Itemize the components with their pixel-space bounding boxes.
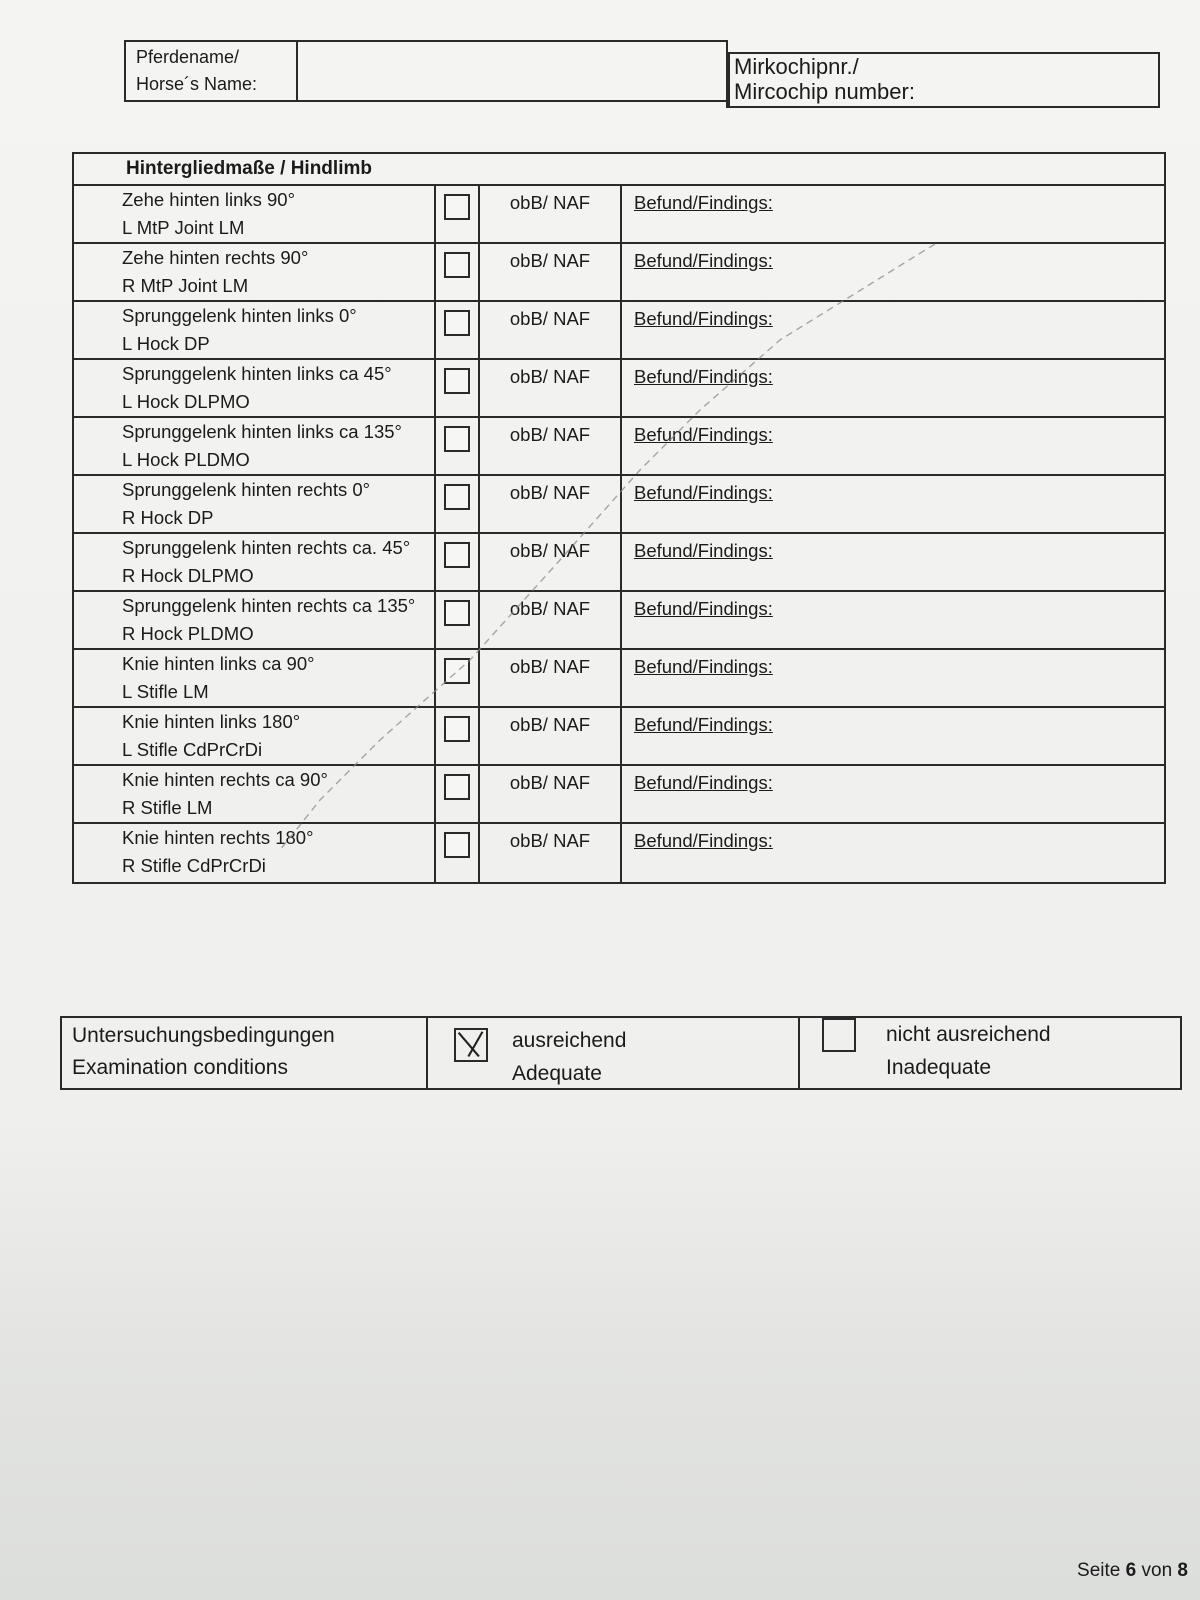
hindlimb-row xyxy=(74,766,1164,824)
view-label-en: R Hock PLDMO xyxy=(122,623,254,644)
view-label-en: R Hock DLPMO xyxy=(122,565,254,586)
microchip-label xyxy=(728,54,1158,106)
view-label-de: Zehe hinten links 90° xyxy=(122,189,295,210)
hindlimb-row xyxy=(74,708,1164,766)
view-label xyxy=(74,766,436,822)
examination-conditions xyxy=(60,1016,1182,1090)
naf-checkbox[interactable] xyxy=(444,426,470,452)
view-label-de: Zehe hinten rechts 90° xyxy=(122,247,309,268)
view-label-de: Sprunggelenk hinten rechts 0° xyxy=(122,479,371,500)
view-label-en: L Hock PLDMO xyxy=(122,449,250,470)
findings-cell[interactable] xyxy=(622,418,1164,474)
naf-label: obB/ NAF xyxy=(480,766,622,822)
findings-cell[interactable] xyxy=(622,708,1164,764)
inadequate-label xyxy=(856,1018,1051,1088)
findings-label: Befund/Findings: xyxy=(634,482,773,503)
view-label xyxy=(74,534,436,590)
inadequate-label-en: Inadequate xyxy=(886,1056,992,1079)
hindlimb-row xyxy=(74,418,1164,476)
findings-cell[interactable] xyxy=(622,244,1164,300)
findings-cell[interactable] xyxy=(622,592,1164,648)
check-cell xyxy=(436,592,480,648)
check-cell xyxy=(436,766,480,822)
page-current: 6 xyxy=(1125,1560,1137,1581)
hindlimb-row xyxy=(74,534,1164,592)
horse-name-label-en: Horse´s Name: xyxy=(136,74,258,94)
naf-checkbox[interactable] xyxy=(444,832,470,858)
view-label-de: Sprunggelenk hinten rechts ca. 45° xyxy=(122,537,411,558)
naf-checkbox[interactable] xyxy=(444,194,470,220)
view-label-de: Knie hinten rechts ca 90° xyxy=(122,769,328,790)
view-label-en: R Stifle LM xyxy=(122,797,213,818)
findings-label: Befund/Findings: xyxy=(634,424,773,445)
naf-checkbox[interactable] xyxy=(444,310,470,336)
findings-cell[interactable] xyxy=(622,824,1164,882)
naf-label: obB/ NAF xyxy=(480,824,622,882)
view-label xyxy=(74,650,436,706)
view-label-de: Knie hinten links 180° xyxy=(122,711,301,732)
view-label-de: Knie hinten rechts 180° xyxy=(122,827,314,848)
hindlimb-row xyxy=(74,360,1164,418)
check-cell xyxy=(436,418,480,474)
horse-name-label xyxy=(126,42,298,100)
findings-label: Befund/Findings: xyxy=(634,598,773,619)
view-label xyxy=(74,592,436,648)
view-label-en: L MtP Joint LM xyxy=(122,217,245,238)
view-label xyxy=(74,302,436,358)
naf-checkbox[interactable] xyxy=(444,252,470,278)
findings-label: Befund/Findings: xyxy=(634,714,773,735)
microchip-label-de: Mirkochipnr./ xyxy=(734,54,859,79)
hindlimb-row xyxy=(74,824,1164,882)
check-cell xyxy=(436,360,480,416)
check-cell xyxy=(436,708,480,764)
findings-label: Befund/Findings: xyxy=(634,192,773,213)
view-label-en: L Hock DP xyxy=(122,333,210,354)
adequate-label-en: Adequate xyxy=(512,1062,602,1085)
findings-cell[interactable] xyxy=(622,476,1164,532)
naf-checkbox[interactable] xyxy=(444,600,470,626)
findings-label: Befund/Findings: xyxy=(634,830,773,851)
check-cell xyxy=(436,302,480,358)
view-label-en: L Hock DLPMO xyxy=(122,391,250,412)
check-cell xyxy=(436,476,480,532)
page-total: 8 xyxy=(1177,1560,1188,1581)
findings-cell[interactable] xyxy=(622,186,1164,242)
adequate-label-de: ausreichend xyxy=(512,1029,627,1052)
view-label-en: L Stifle CdPrCrDi xyxy=(122,739,263,760)
findings-cell[interactable] xyxy=(622,302,1164,358)
naf-label: obB/ NAF xyxy=(480,534,622,590)
naf-checkbox[interactable] xyxy=(444,368,470,394)
view-label xyxy=(74,186,436,242)
inadequate-checkbox[interactable] xyxy=(822,1018,856,1052)
conditions-label-en: Examination conditions xyxy=(72,1056,288,1079)
findings-label: Befund/Findings: xyxy=(634,308,773,329)
naf-checkbox[interactable] xyxy=(444,542,470,568)
horse-name-field xyxy=(124,40,728,102)
page-number xyxy=(1077,1560,1188,1582)
horse-name-label-de: Pferdename/ xyxy=(136,47,240,67)
check-cell xyxy=(436,824,480,882)
findings-cell[interactable] xyxy=(622,766,1164,822)
naf-label: obB/ NAF xyxy=(480,476,622,532)
view-label-en: R MtP Joint LM xyxy=(122,275,249,296)
check-cell xyxy=(436,534,480,590)
view-label-de: Sprunggelenk hinten links ca 135° xyxy=(122,421,402,442)
hindlimb-row xyxy=(74,476,1164,534)
microchip-field xyxy=(726,52,1160,108)
conditions-label-de: Untersuchungsbedingungen xyxy=(72,1024,335,1047)
view-label-en: R Stifle CdPrCrDi xyxy=(122,855,266,876)
findings-label: Befund/Findings: xyxy=(634,250,773,271)
checked-x-icon xyxy=(456,1030,486,1060)
page-prefix: Seite xyxy=(1077,1560,1126,1581)
findings-cell[interactable] xyxy=(622,650,1164,706)
microchip-label-en: Mircochip number: xyxy=(734,79,915,104)
check-cell xyxy=(436,186,480,242)
page-middle: von xyxy=(1136,1560,1178,1581)
naf-checkbox[interactable] xyxy=(444,658,470,684)
naf-label: obB/ NAF xyxy=(480,302,622,358)
findings-cell[interactable] xyxy=(622,360,1164,416)
option-adequate xyxy=(428,1018,800,1088)
hindlimb-row xyxy=(74,302,1164,360)
view-label-de: Sprunggelenk hinten links 0° xyxy=(122,305,357,326)
naf-label: obB/ NAF xyxy=(480,592,622,648)
findings-cell[interactable] xyxy=(622,534,1164,590)
findings-label: Befund/Findings: xyxy=(634,772,773,793)
findings-label: Befund/Findings: xyxy=(634,540,773,561)
adequate-checkbox[interactable] xyxy=(454,1028,488,1062)
view-label xyxy=(74,708,436,764)
hindlimb-row xyxy=(74,592,1164,650)
findings-label: Befund/Findings: xyxy=(634,656,773,677)
naf-checkbox[interactable] xyxy=(444,484,470,510)
horse-name-input[interactable] xyxy=(298,42,726,100)
view-label xyxy=(74,244,436,300)
view-label-de: Knie hinten links ca 90° xyxy=(122,653,315,674)
hindlimb-row xyxy=(74,244,1164,302)
naf-label: obB/ NAF xyxy=(480,708,622,764)
naf-label: obB/ NAF xyxy=(480,418,622,474)
hindlimb-title: Hintergliedmaße / Hindlimb xyxy=(74,154,1164,186)
view-label-de: Sprunggelenk hinten links ca 45° xyxy=(122,363,392,384)
view-label-de: Sprunggelenk hinten rechts ca 135° xyxy=(122,595,416,616)
adequate-label xyxy=(488,1024,626,1088)
conditions-label xyxy=(62,1018,428,1088)
hindlimb-row xyxy=(74,186,1164,244)
check-cell xyxy=(436,650,480,706)
naf-label: obB/ NAF xyxy=(480,650,622,706)
view-label xyxy=(74,360,436,416)
inadequate-label-de: nicht ausreichend xyxy=(886,1023,1051,1046)
hindlimb-table xyxy=(72,152,1166,884)
naf-label: obB/ NAF xyxy=(480,186,622,242)
naf-checkbox[interactable] xyxy=(444,716,470,742)
hindlimb-row xyxy=(74,650,1164,708)
naf-checkbox[interactable] xyxy=(444,774,470,800)
naf-label: obB/ NAF xyxy=(480,244,622,300)
view-label xyxy=(74,824,436,882)
check-cell xyxy=(436,244,480,300)
view-label-en: R Hock DP xyxy=(122,507,214,528)
view-label xyxy=(74,476,436,532)
view-label xyxy=(74,418,436,474)
view-label-en: L Stifle LM xyxy=(122,681,209,702)
findings-label: Befund/Findings: xyxy=(634,366,773,387)
option-inadequate xyxy=(800,1018,1180,1088)
naf-label: obB/ NAF xyxy=(480,360,622,416)
